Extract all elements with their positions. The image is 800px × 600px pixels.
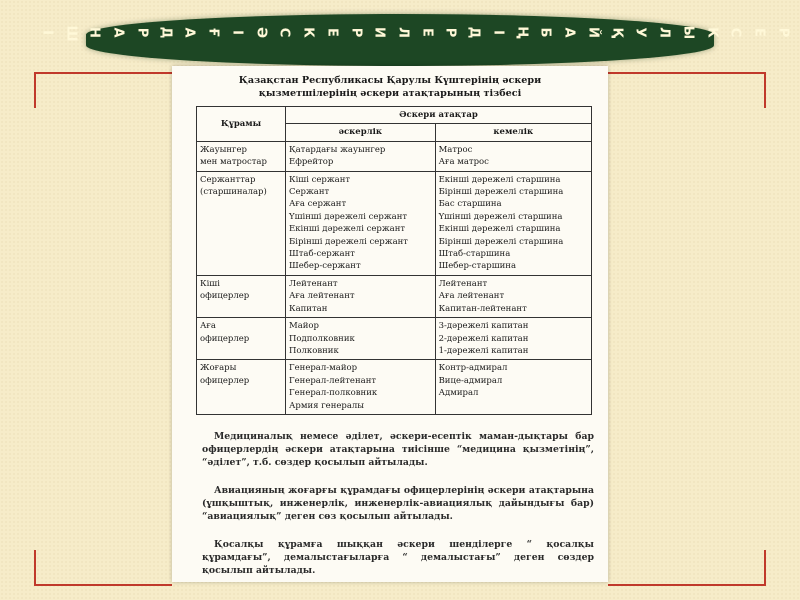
- title-line-1: Қазақстан Республикасы Қарулы Күштерінің әскери: [238, 75, 542, 86]
- naval-line: 3-дәрежелі капитан: [438, 321, 529, 332]
- naval-line: Екінші дәрежелі старшина: [438, 174, 561, 185]
- naval-line: Бас старшина: [438, 199, 502, 210]
- banner-letter: Е: [751, 27, 767, 37]
- banner-letter: І: [39, 29, 55, 35]
- cell-composition: [197, 360, 286, 415]
- banner-letter: Р: [134, 27, 150, 37]
- banner-letter: Е: [419, 27, 435, 37]
- naval-line: Контр-адмирал: [438, 363, 508, 374]
- military-line: Генерал-лейтенант: [289, 375, 377, 386]
- banner-letter: Р: [442, 27, 458, 37]
- military-line: Шебер-сержант: [289, 261, 361, 272]
- paragraph-2: Авиацияның жоғарғы құрамдағы офицерлерінің әскери атақтарына (ұшқыштық, инженерлік, инженерлік-авиациялық дайындығы бар) “авиациялық” деген сөз қосылып айтылады.: [202, 485, 594, 522]
- banner-letter: С: [276, 27, 292, 37]
- title-line-2: қызметшілерінің әскери атақтарының тізбесі: [258, 88, 522, 99]
- paragraph-3: Қосалқы құрамға шыққан әскери шенділерге “ қосалқы құрамдағы”, демалыстағыларға “ демалыстағы” деген сөздер қосылып айтылады.: [202, 539, 594, 576]
- table-row: [197, 141, 592, 171]
- frame-left-top: [34, 72, 36, 108]
- banner-letter: Н: [86, 26, 102, 38]
- table-row: [197, 171, 592, 275]
- banner-letter: І: [490, 29, 506, 35]
- military-line: Үшінші дәрежелі сержант: [289, 211, 408, 222]
- naval-line: Штаб-старшина: [438, 249, 511, 260]
- banner-letter: Л: [395, 26, 411, 38]
- military-line: Екінші дәрежелі сержант: [289, 224, 406, 235]
- banner-letter: А: [561, 26, 577, 38]
- composition-line: Аға: [200, 321, 216, 332]
- header-composition: Құрамы: [197, 107, 286, 142]
- military-line: Генерал-майор: [289, 363, 358, 374]
- naval-line: Аға матрос: [438, 157, 489, 168]
- header-military: әскерлік: [286, 124, 436, 141]
- cell-composition: [197, 318, 286, 360]
- banner-letter: А: [110, 26, 126, 38]
- naval-line: Екінші дәрежелі старшина: [438, 224, 561, 235]
- banner-letter: У: [632, 26, 648, 38]
- military-line: Штаб-сержант: [289, 249, 355, 260]
- composition-line: мен матростар: [200, 157, 267, 168]
- composition-line: (старшиналар): [200, 187, 267, 198]
- banner-letter: Ш: [63, 25, 79, 42]
- table-row: [197, 360, 592, 415]
- naval-line: Адмирал: [438, 388, 479, 399]
- frame-right-bottom: [764, 550, 766, 586]
- composition-line: офицерлер: [200, 291, 250, 302]
- cell-naval: [435, 275, 591, 317]
- banner-letter: І: [229, 29, 245, 35]
- frame-top-left: [34, 72, 172, 74]
- naval-line: Аға лейтенант: [438, 291, 505, 302]
- military-line: Кіші сержант: [289, 174, 351, 185]
- military-line: Подполковник: [289, 333, 355, 344]
- cell-composition: [197, 171, 286, 275]
- banner-letter: Б: [537, 27, 553, 37]
- ranks-table: [196, 106, 592, 415]
- cell-military: [286, 141, 436, 171]
- banner-letter: Қ: [609, 26, 625, 38]
- banner-letter: Л: [656, 26, 672, 38]
- cell-military: [286, 275, 436, 317]
- frame-bottom-right: [608, 584, 766, 586]
- military-line: Ефрейтор: [289, 157, 334, 168]
- header-naval: кемелік: [435, 124, 591, 141]
- banner-letter: Ң: [514, 25, 530, 39]
- banner-letter: Д: [466, 26, 482, 38]
- composition-line: офицерлер: [200, 333, 250, 344]
- composition-line: Кіші: [200, 278, 220, 289]
- military-line: Аға сержант: [289, 199, 347, 210]
- cell-military: [286, 318, 436, 360]
- banner-letter: С: [727, 27, 743, 37]
- naval-line: Матрос: [438, 144, 473, 155]
- paragraph-1: Медициналық немесе әділет, әскери-есептік маман-дықтары бар офицерлердің әскери атақтарына тиісінше “медицина қызметінің”, “әділет”, т.б. сөздер қосылып айтылады.: [202, 431, 594, 468]
- military-line: Капитан: [289, 303, 328, 314]
- cell-naval: [435, 141, 591, 171]
- table-row: [197, 318, 592, 360]
- cell-naval: [435, 318, 591, 360]
- composition-line: офицерлер: [200, 375, 250, 386]
- banner-letter: Ы: [680, 25, 696, 39]
- banner-letter: Е: [324, 27, 340, 37]
- military-line: Генерал-полковник: [289, 388, 378, 399]
- naval-line: Капитан-лейтенант: [438, 303, 527, 314]
- document-title: [178, 74, 602, 100]
- frame-right-top: [764, 72, 766, 108]
- document-page: [172, 66, 608, 582]
- cell-composition: [197, 275, 286, 317]
- frame-bottom-left: [34, 584, 172, 586]
- military-line: Сержант: [289, 187, 330, 198]
- military-line: Лейтенант: [289, 278, 338, 289]
- composition-line: Сержанттар: [200, 174, 256, 185]
- banner-letter: Ә: [253, 26, 269, 38]
- banner-letter: Ғ: [205, 27, 221, 37]
- banner-letter: К: [300, 26, 316, 38]
- cell-composition: [197, 141, 286, 171]
- banner-letter: Й: [585, 26, 601, 38]
- banner-letter: И: [371, 26, 387, 38]
- cell-naval: [435, 171, 591, 275]
- naval-line: Лейтенант: [438, 278, 488, 289]
- naval-line: Үшінші дәрежелі старшина: [438, 211, 563, 222]
- naval-line: Шебер-старшина: [438, 261, 517, 272]
- cell-military: [286, 171, 436, 275]
- banner-letter: А: [181, 26, 197, 38]
- naval-line: Вице-адмирал: [438, 375, 503, 386]
- composition-line: Жауынгер: [200, 144, 247, 155]
- cell-military: [286, 360, 436, 415]
- frame-left-bottom: [34, 550, 36, 586]
- cell-naval: [435, 360, 591, 415]
- military-line: Армия генералы: [289, 400, 365, 411]
- banner-letter: Р: [348, 27, 364, 37]
- military-line: Аға лейтенант: [289, 291, 355, 302]
- frame-top-right: [608, 72, 766, 74]
- header-ranks: Әскери атақтар: [286, 107, 592, 124]
- military-line: Қатардағы жауынгер: [289, 144, 386, 155]
- banner-letter: К: [704, 26, 720, 38]
- naval-line: 2-дәрежелі капитан: [438, 333, 529, 344]
- banner-letter: Р: [775, 27, 791, 37]
- banner-title: [40, 4, 790, 60]
- banner-letter: Д: [158, 26, 174, 38]
- military-line: Бірінші дәрежелі сержант: [289, 236, 409, 247]
- table-row: [197, 275, 592, 317]
- naval-line: Бірінші дәрежелі старшина: [438, 236, 564, 247]
- military-line: Полковник: [289, 345, 339, 356]
- composition-line: Жоғары: [200, 363, 237, 374]
- naval-line: Бірінші дәрежелі старшина: [438, 187, 564, 198]
- naval-line: 1-дәрежелі капитан: [438, 345, 529, 356]
- military-line: Майор: [289, 321, 319, 332]
